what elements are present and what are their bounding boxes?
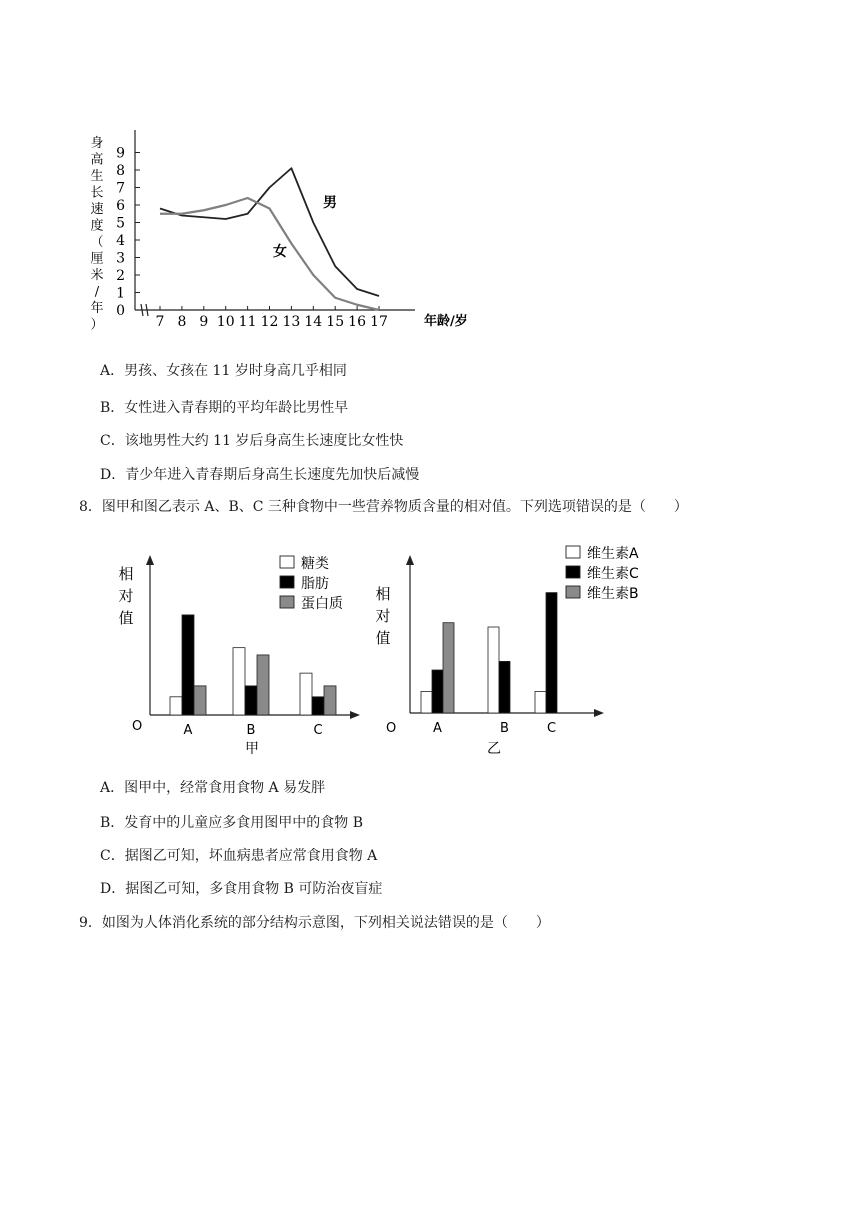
y-axis-label — [118, 565, 133, 627]
y-axis-label-char: 相 — [375, 585, 391, 603]
legend-swatch — [280, 576, 294, 588]
bar — [488, 627, 499, 713]
bar — [535, 692, 546, 714]
y-tick-label: 1 — [116, 285, 125, 302]
bar — [499, 661, 510, 713]
bar — [182, 615, 194, 715]
y-axis-label-char: 速 — [90, 202, 104, 217]
bar — [233, 648, 245, 715]
y-tick-label: 4 — [116, 233, 125, 249]
legend-label: 维生素B — [587, 586, 639, 602]
legend-label: 维生素A — [587, 546, 639, 562]
chart-title: 乙 — [487, 741, 501, 757]
category-label: A — [183, 723, 193, 738]
x-tick-label: 13 — [282, 314, 301, 330]
category-label: C — [546, 721, 557, 736]
category-label: C — [313, 723, 323, 738]
category-label: A — [433, 721, 442, 736]
growth-line-chart — [85, 125, 475, 340]
y-axis-label-char: ） — [90, 317, 104, 333]
y-axis-label-char: 身 — [90, 136, 104, 151]
y-axis-label-char: / — [94, 284, 100, 300]
x-tick-label: 10 — [216, 314, 235, 330]
y-axis-label-char: 对 — [375, 607, 391, 625]
y-axis-label-char: 米 — [90, 268, 104, 283]
q7-option-d[interactable]: D．青少年进入青春期后身高生长速度先加快后减慢 — [100, 467, 420, 483]
bar — [421, 692, 432, 714]
series-label: 男 — [323, 195, 337, 211]
y-axis-label-char: 值 — [375, 629, 391, 647]
x-tick-label: 17 — [370, 314, 388, 330]
y-tick-label: 9 — [116, 145, 125, 162]
bar — [312, 697, 324, 715]
bar — [170, 697, 182, 715]
y-axis-arrow — [146, 555, 154, 565]
legend-swatch — [566, 586, 580, 598]
legend-label: 脂肪 — [301, 576, 329, 592]
legend-swatch — [280, 556, 294, 568]
series-line-female — [160, 198, 379, 310]
legend-swatch — [566, 566, 580, 578]
category-label: B — [500, 721, 509, 736]
origin-label: O — [132, 719, 143, 734]
y-tick-label: 6 — [116, 198, 125, 214]
bar — [300, 673, 312, 715]
legend-swatch — [280, 596, 294, 608]
q9-stem: 9．如图为人体消化系统的部分结构示意图，下列相关说法错误的是（ ） — [79, 915, 550, 931]
bar — [432, 670, 443, 713]
q8-option-c[interactable]: C．据图乙可知，坏血病患者应常食用食物 A — [100, 848, 378, 864]
bar — [324, 686, 336, 715]
bar — [194, 686, 206, 715]
y-axis-arrow — [406, 555, 414, 565]
y-axis-label — [90, 136, 103, 333]
q8-option-a[interactable]: A．图甲中，经常食用食物 A 易发胖 — [100, 780, 326, 796]
bar — [546, 593, 557, 713]
x-tick-label: 8 — [177, 314, 187, 330]
bar — [257, 655, 269, 715]
y-axis-label-char: （ — [90, 235, 104, 250]
y-axis-label-char: 厘 — [90, 251, 104, 267]
chart-title: 甲 — [245, 741, 259, 757]
legend-swatch — [566, 546, 580, 558]
legend-label: 维生素C — [587, 566, 639, 582]
y-axis-label-char: 年 — [90, 301, 104, 316]
y-tick-label: 5 — [116, 215, 125, 232]
x-tick-label: 11 — [238, 314, 257, 330]
y-axis-label-char: 生 — [90, 169, 104, 184]
bar-chart-yi — [370, 535, 670, 765]
y-tick-label: 8 — [116, 163, 125, 179]
x-tick-label: 9 — [199, 314, 209, 330]
y-axis-label-char: 长 — [90, 185, 104, 201]
series-label: 女 — [273, 244, 287, 260]
y-tick-label: 2 — [116, 268, 125, 284]
x-axis-label: 年龄/岁 — [424, 314, 468, 329]
x-tick-label: 14 — [304, 314, 323, 330]
y-tick-label: 3 — [116, 250, 125, 267]
y-axis-label — [375, 585, 390, 647]
q8-option-b[interactable]: B．发育中的儿童应多食用图甲中的食物 B — [100, 815, 364, 831]
series-line-male — [160, 168, 379, 296]
legend-label: 蛋白质 — [301, 596, 343, 612]
origin-label: O — [386, 721, 397, 736]
x-axis-arrow — [594, 709, 604, 717]
bar-chart-jia — [110, 545, 370, 765]
q8-stem: 8．图甲和图乙表示 A、B、C 三种食物中一些营养物质含量的相对值。下列选项错误的是（ ） — [79, 499, 688, 515]
x-axis-arrow — [350, 711, 360, 719]
q7-option-a[interactable]: A．男孩、女孩在 11 岁时身高几乎相同 — [100, 363, 347, 379]
y-axis-label-char: 值 — [118, 609, 134, 627]
q7-option-c[interactable]: C．该地男性大约 11 岁后身高生长速度比女性快 — [100, 433, 404, 449]
y-tick-label: 7 — [116, 180, 125, 197]
bar — [245, 686, 257, 715]
y-axis-label-char: 相 — [118, 565, 134, 583]
x-tick-label: 12 — [260, 314, 279, 330]
q7-option-b[interactable]: B．女性进入青春期的平均年龄比男性早 — [100, 400, 349, 416]
q8-option-d[interactable]: D．据图乙可知，多食用食物 B 可防治夜盲症 — [100, 881, 383, 897]
y-axis-label-char: 度 — [90, 218, 104, 234]
x-tick-label: 16 — [348, 314, 367, 330]
y-tick-label: 0 — [116, 303, 125, 319]
legend-label: 糖类 — [301, 556, 329, 572]
y-axis-label-char: 高 — [90, 152, 104, 168]
bar — [443, 623, 454, 713]
y-axis-label-char: 对 — [118, 587, 134, 605]
category-label: B — [246, 723, 256, 738]
x-tick-label: 7 — [155, 314, 165, 330]
x-tick-label: 15 — [326, 314, 345, 330]
